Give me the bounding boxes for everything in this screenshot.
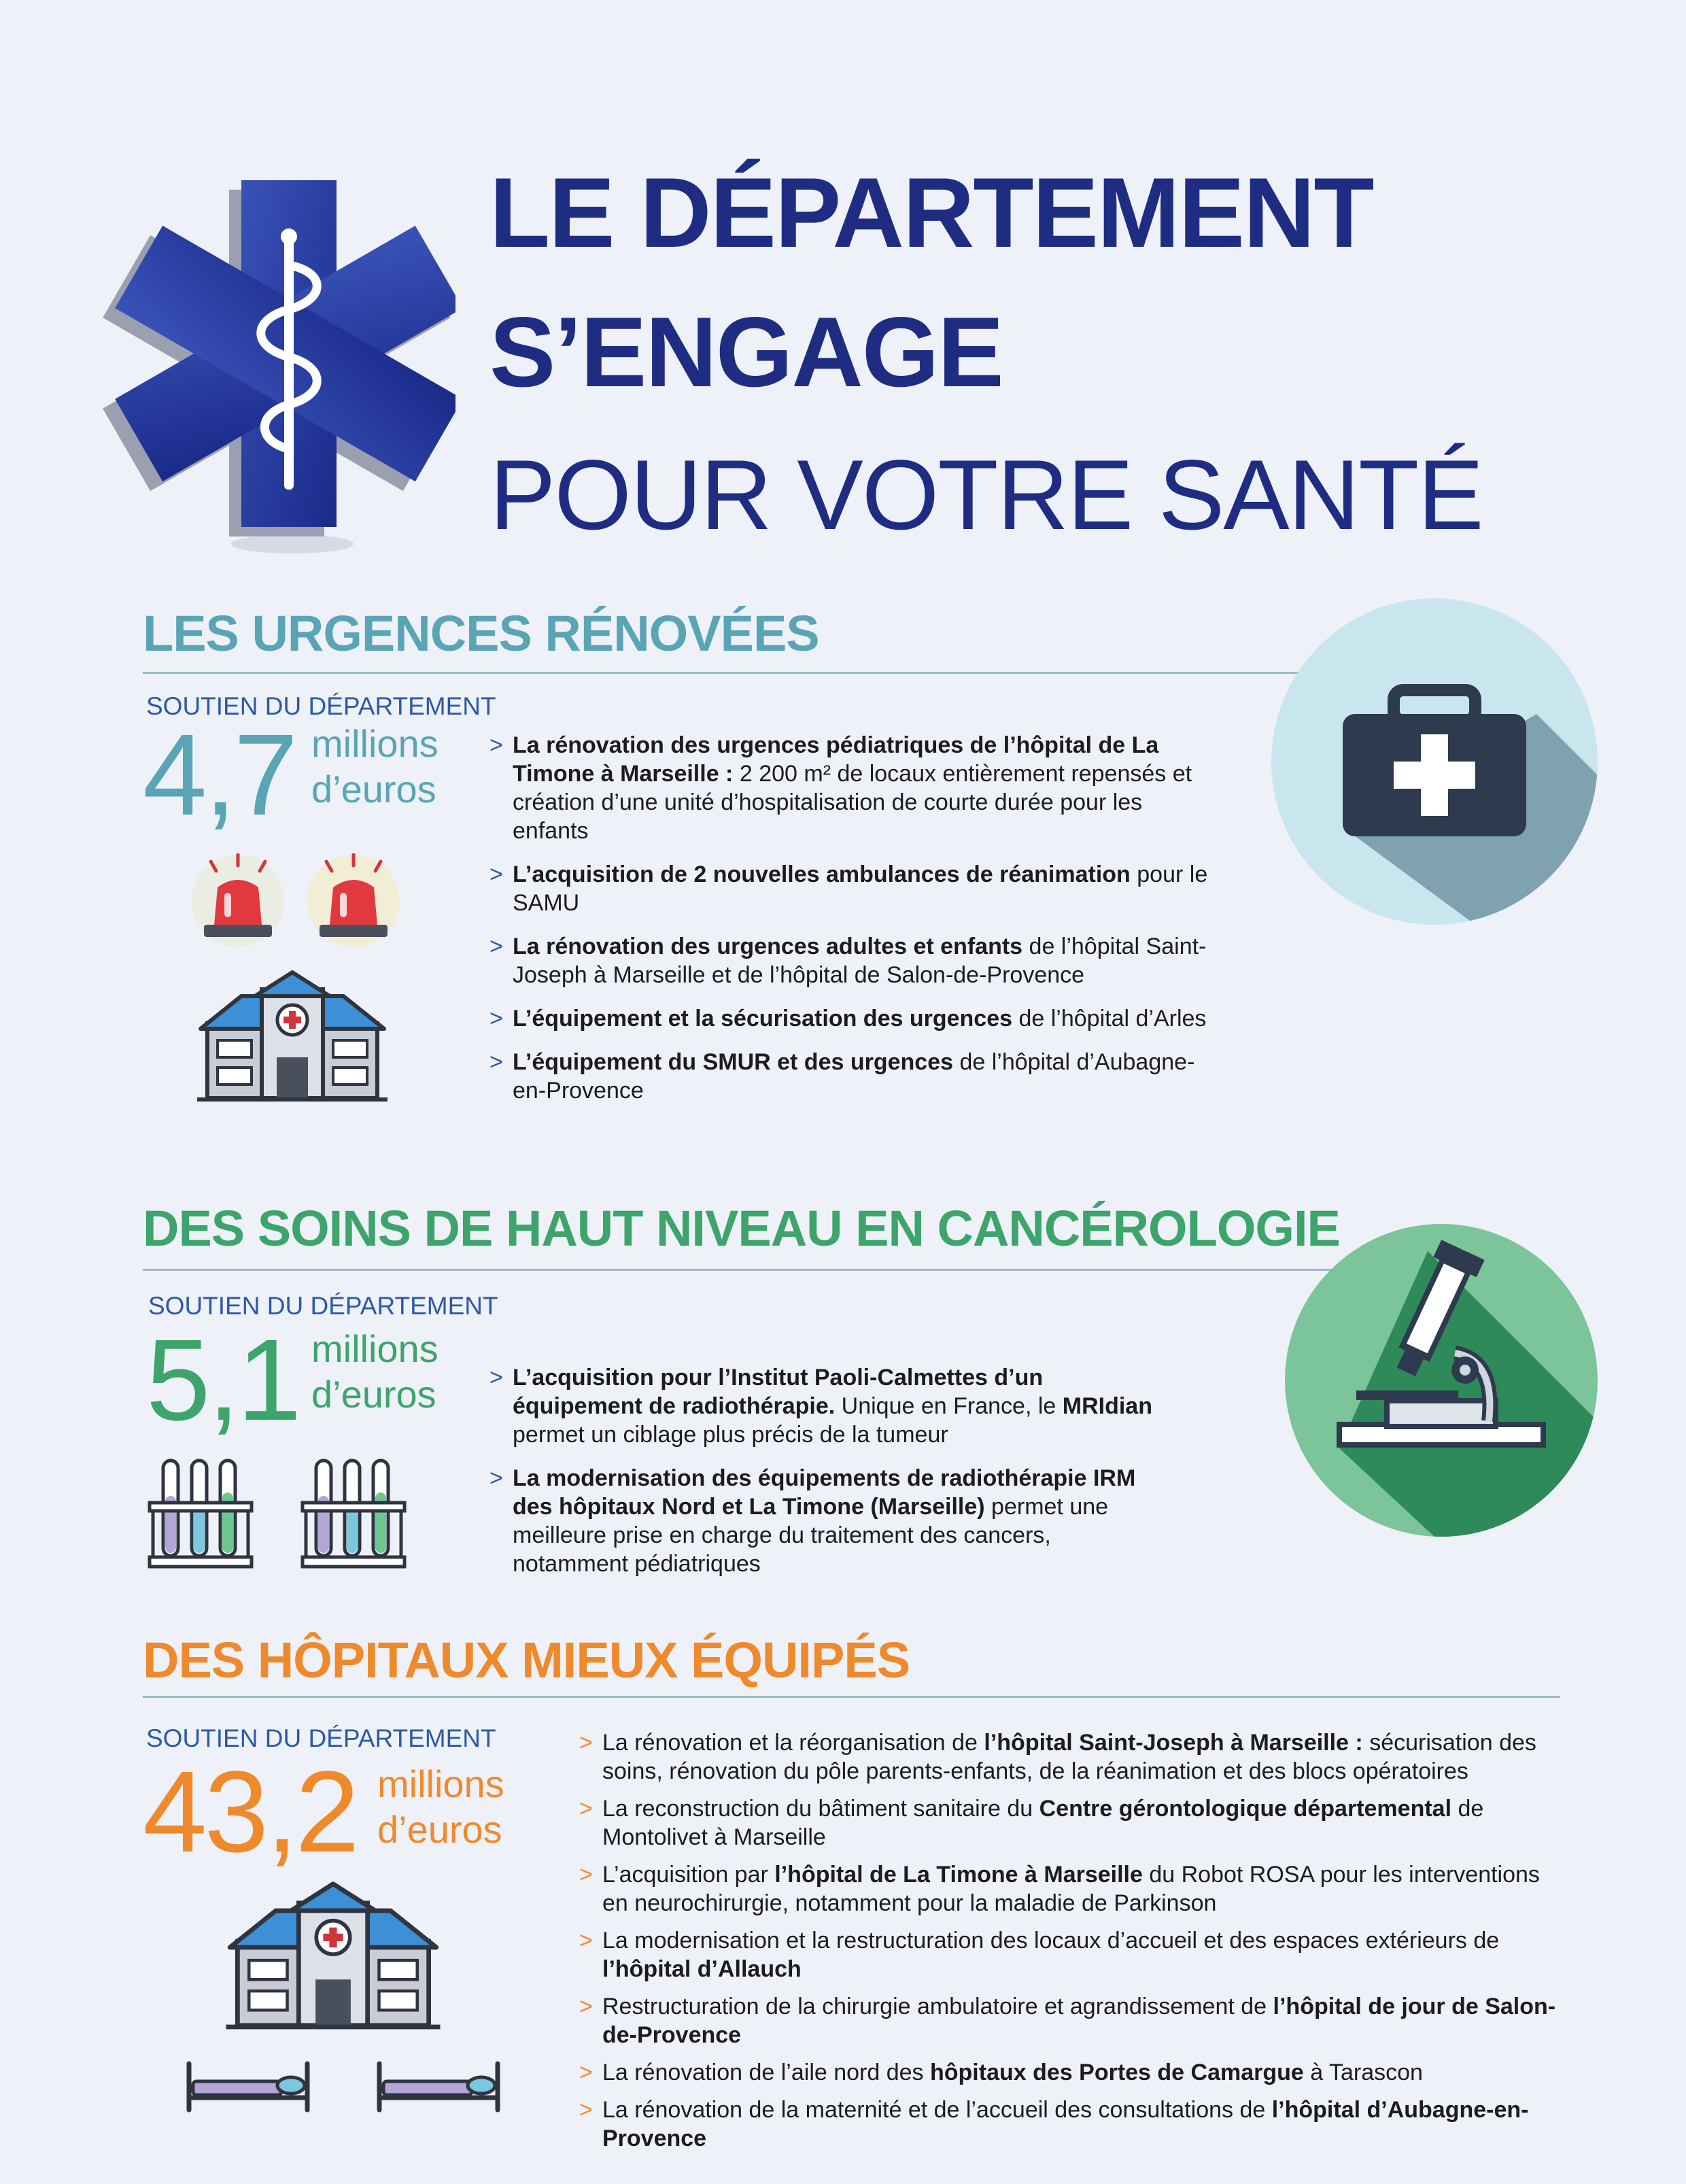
section-heading-cancerologie: DES SOINS DE HAUT NIVEAU EN CANCÉROLOGIE — [143, 1200, 1340, 1257]
support-label: SOUTIEN DU DÉPARTEMENT — [148, 1292, 498, 1320]
page-title-line-3: POUR VOTRE SANTÉ — [489, 439, 1483, 550]
amount-unit — [377, 1761, 504, 1852]
section-heading-hopitaux: DES HÔPITAUX MIEUX ÉQUIPÉS — [143, 1632, 910, 1688]
siren-icon — [292, 853, 415, 949]
amount-unit-line-2: d’euros — [377, 1808, 502, 1852]
amount-unit-line-1: millions — [311, 1327, 438, 1370]
first-aid-kit-icon — [1271, 598, 1598, 925]
urgences-list — [489, 731, 1224, 1120]
list-item: > L’acquisition pour l’Institut Paoli-Calmettes d’un équipement de radiothérapie. Unique en France, le MRIdian permet un ciblage plus précis de la tumeur — [489, 1365, 1152, 1448]
section-divider — [143, 1696, 1560, 1698]
siren-icon — [177, 853, 299, 949]
support-label: SOUTIEN DU DÉPARTEMENT — [146, 1724, 496, 1752]
page-title-line-2: S’ENGAGE — [489, 296, 1003, 407]
amount-unit-line-2: d’euros — [311, 1373, 436, 1416]
hospital-icon — [194, 969, 391, 1105]
list-item: > La rénovation des urgences adultes et enfants de l’hôpital Saint-Joseph à Marseille et de l’hôpital de Salon-de-Provence — [489, 934, 1207, 988]
test-tubes-icon — [146, 1455, 255, 1574]
amount-unit — [311, 721, 438, 812]
list-item: > Restructuration de la chirurgie ambulatoire et agrandissement de l’hôpital de jour de Salon-de-Provence — [579, 1994, 1556, 2048]
list-item: > La rénovation de la maternité et de l’accueil des consultations de l’hôpital d’Aubagne-en-Provence — [579, 2097, 1529, 2151]
list-item: > La rénovation des urgences pédiatriques de l’hôpital de La Timone à Marseille : 2 200 m² de locaux entièrement repensés et création d’une unité d’hospitalisation de courte durée pour les enfants — [489, 732, 1192, 844]
list-item: > La rénovation de l’aile nord des hôpitaux des Portes de Camargue à Tarascon — [579, 2060, 1423, 2085]
star-of-life-icon — [102, 163, 455, 571]
amount-unit — [311, 1326, 438, 1417]
list-item: > L’équipement du SMUR et des urgences de l’hôpital d’Aubagne-en-Provence — [489, 1049, 1195, 1104]
section-divider — [143, 1269, 1366, 1271]
microscope-icon — [1285, 1224, 1598, 1537]
hospital-bed-icon — [374, 2057, 503, 2115]
hopitaux-list — [579, 1728, 1565, 2162]
amount-value: 5,1 — [146, 1316, 299, 1445]
list-item: > L’acquisition de 2 nouvelles ambulances de réanimation pour le SAMU — [489, 861, 1208, 916]
support-label: SOUTIEN DU DÉPARTEMENT — [146, 692, 496, 720]
amount-unit-line-1: millions — [377, 1762, 504, 1805]
hospital-bed-icon — [184, 2057, 313, 2115]
list-item: > L’équipement et la sécurisation des urgences de l’hôpital d’Arles — [489, 1006, 1207, 1031]
section-heading-urgences: LES URGENCES RÉNOVÉES — [143, 605, 819, 662]
hospital-icon — [221, 1880, 445, 2033]
amount-value: 4,7 — [143, 711, 296, 840]
cancerologie-list — [489, 1363, 1169, 1593]
section-divider — [143, 672, 1305, 674]
page-title-line-1: LE DÉPARTEMENT — [489, 157, 1373, 268]
list-item: > La reconstruction du bâtiment sanitaire du Centre gérontologique départemental de Montolivet à Marseille — [579, 1796, 1484, 1850]
amount-unit-line-1: millions — [311, 722, 438, 765]
test-tubes-icon — [299, 1455, 408, 1574]
amount-value: 43,2 — [143, 1747, 357, 1877]
list-item: > La modernisation des équipements de radiothérapie IRM des hôpitaux Nord et La Timone (Marseille) permet une meilleure prise en charge du traitement des cancers, notamment pédiatriques — [489, 1465, 1136, 1577]
list-item: > La modernisation et la restructuration des locaux d’accueil et des espaces extérieurs de l’hôpital d’Allauch — [579, 1928, 1500, 1982]
list-item: > L’acquisition par l’hôpital de La Timone à Marseille du Robot ROSA pour les interventions en neurochirurgie, notamment pour la maladie de Parkinson — [579, 1862, 1540, 1916]
amount-unit-line-2: d’euros — [311, 768, 436, 811]
list-item: > La rénovation et la réorganisation de l’hôpital Saint-Joseph à Marseille : sécurisation des soins, rénovation du pôle parents-enfants, de la réanimation et des blocs opératoires — [579, 1730, 1536, 1784]
